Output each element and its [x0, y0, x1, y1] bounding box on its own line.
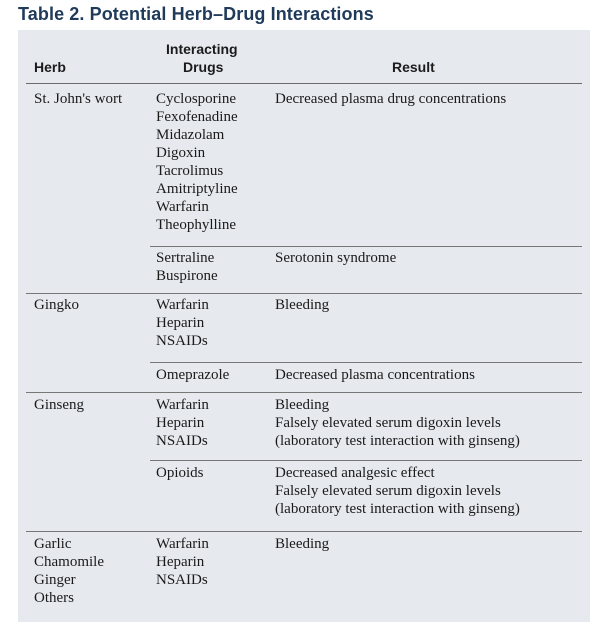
herbs-line: Ginseng — [34, 397, 84, 413]
cell-drugs — [156, 464, 204, 482]
cell-drugs — [156, 366, 229, 384]
herbs-line: Ginger — [34, 572, 76, 588]
drugs-line: Tacrolimus — [156, 163, 224, 179]
cell-herbs — [34, 296, 79, 314]
cell-drugs — [156, 249, 218, 285]
drugs-line: Warfarin — [156, 297, 209, 313]
row-separator — [150, 362, 582, 363]
drugs-line: NSAIDs — [156, 572, 208, 588]
table-panel — [18, 30, 590, 622]
cell-results — [275, 535, 329, 553]
results-line: Falsely elevated serum digoxin levels — [275, 415, 501, 431]
cell-drugs — [156, 90, 238, 234]
row-separator — [26, 293, 582, 294]
results-line: Bleeding — [275, 297, 330, 313]
drugs-line: Digoxin — [156, 145, 206, 161]
table-title: Table 2. Potential Herb–Drug Interactions — [18, 4, 374, 24]
cell-results — [275, 296, 329, 314]
cell-herbs — [34, 90, 122, 108]
drugs-line: Buspirone — [156, 268, 218, 284]
results-line: Serotonin syndrome — [275, 250, 397, 266]
results-line: (laboratory test interaction with ginseng) — [275, 433, 520, 449]
results-line: Decreased plasma drug concentrations — [275, 91, 507, 107]
cell-results — [275, 249, 396, 267]
results-line: Falsely elevated serum digoxin levels — [275, 483, 501, 499]
results-line: Bleeding — [275, 536, 330, 552]
herbs-line: Gingko — [34, 297, 79, 313]
drugs-line: Omeprazole — [156, 367, 230, 383]
herbs-line: Chamomile — [34, 554, 104, 570]
drugs-line: Cyclosporine — [156, 91, 236, 107]
cell-herbs — [34, 535, 104, 607]
drugs-line: Theophylline — [156, 217, 236, 233]
drugs-line: Warfarin — [156, 397, 209, 413]
row-separator — [150, 246, 582, 247]
drugs-line: Sertraline — [156, 250, 215, 266]
drugs-line: Fexofenadine — [156, 109, 238, 125]
drugs-line: Opioids — [156, 465, 204, 481]
results-line: (laboratory test interaction with ginseng) — [275, 501, 520, 517]
header-rule — [26, 83, 582, 84]
header-herb: Herb — [34, 59, 66, 75]
drugs-line: Amitriptyline — [156, 181, 238, 197]
drugs-line: Heparin — [156, 315, 205, 331]
cell-drugs — [156, 535, 209, 589]
row-separator — [26, 531, 582, 532]
header-result: Result — [392, 59, 435, 75]
results-line: Bleeding — [275, 397, 330, 413]
row-separator — [150, 460, 582, 461]
cell-results — [275, 366, 475, 384]
drugs-line: NSAIDs — [156, 433, 208, 449]
cell-results — [275, 464, 520, 518]
cell-results — [275, 396, 520, 450]
cell-herbs — [34, 396, 84, 414]
herbs-line: Garlic — [34, 536, 72, 552]
drugs-line: Midazolam — [156, 127, 225, 143]
drugs-line: Warfarin — [156, 199, 209, 215]
results-line: Decreased plasma concentrations — [275, 367, 475, 383]
cell-drugs — [156, 396, 209, 450]
results-line: Decreased analgesic effect — [275, 465, 435, 481]
cell-drugs — [156, 296, 209, 350]
drugs-line: Heparin — [156, 554, 205, 570]
row-separator — [26, 392, 582, 393]
herbs-line: Others — [34, 590, 74, 606]
herbs-line: St. John's wort — [34, 91, 123, 107]
drugs-line: NSAIDs — [156, 333, 208, 349]
cell-results — [275, 90, 506, 108]
header-drugs-line2: Drugs — [183, 59, 224, 75]
header-drugs-line1: Interacting — [166, 41, 238, 57]
drugs-line: Heparin — [156, 415, 205, 431]
drugs-line: Warfarin — [156, 536, 209, 552]
